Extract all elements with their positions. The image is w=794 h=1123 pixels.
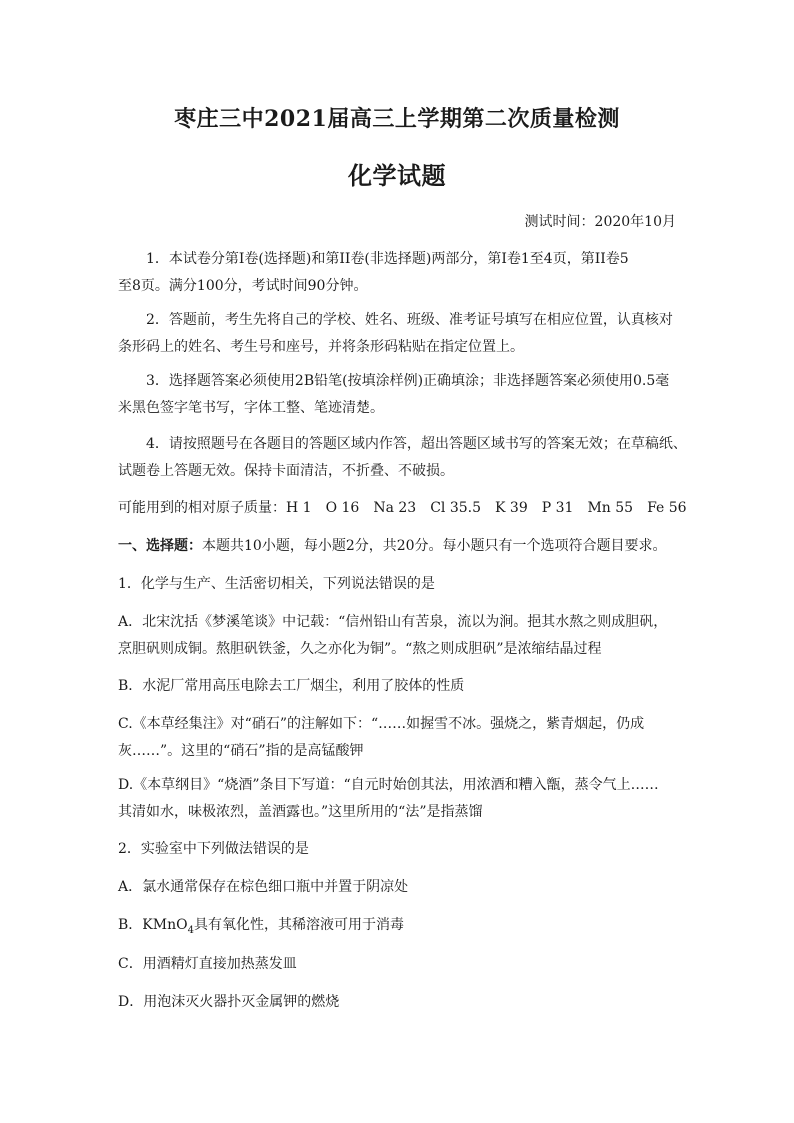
- q1-option-b: B．水泥厂常用高压电除去工厂烟尘，利用了胶体的性质: [118, 678, 465, 694]
- instruction-3-line1: 3．选择题答案必须使用2B铅笔(按填涂样例)正确填涂；非选择题答案必须使用0.5毫: [146, 373, 670, 389]
- q1-option-c-line1: C.《本草经集注》对“硝石”的注解如下：“……如握雪不冰。强烧之，紫青烟起，仍成: [118, 716, 645, 732]
- q1-option-c-line2: 灰……”。这里的“硝石”指的是高锰酸钾: [118, 743, 364, 759]
- q1-option-d-line1: D.《本草纲目》“烧酒”条目下写道：“自元时始创其法，用浓酒和糟入甑，蒸令气上……: [118, 777, 659, 793]
- q2-option-b-subscript: 4: [187, 924, 194, 936]
- instruction-2-line1: 2．答题前，考生先将自己的学校、姓名、班级、准考证号填写在相应位置，认真核对: [146, 312, 673, 328]
- instruction-3-line2: 米黑色签字笔书写，字体工整、笔迹清楚。: [118, 400, 384, 416]
- instruction-4: [118, 431, 687, 485]
- q1-option-c: [118, 711, 678, 765]
- instruction-1-line1: 1．本试卷分第I卷(选择题)和第II卷(非选择题)两部分，第I卷1至4页，第II卷5: [146, 251, 629, 267]
- atomic-mass-item: K 39: [495, 500, 528, 516]
- atomic-mass-item: Mn 55: [587, 500, 634, 516]
- instruction-4-line2: 试题卷上答题无效。保持卡面清洁，不折叠、不破损。: [118, 463, 454, 479]
- instruction-3: [118, 368, 678, 422]
- q2-option-b: [118, 912, 678, 939]
- q1-option-a-line1: A．北宋沈括《梦溪笔谈》中记载：“信州铅山有苦泉，流以为涧。挹其水熬之则成胆矾，: [118, 614, 668, 630]
- q1-stem: 1．化学与生产、生活密切相关，下列说法错误的是: [118, 576, 435, 592]
- q2-option-d: D．用泡沫灭火器扑灭金属钾的燃烧: [118, 994, 340, 1010]
- exam-title: 枣庄三中2021届高三上学期第二次质量检测: [174, 106, 620, 132]
- q2-stem: 2．实验室中下列做法错误的是: [118, 841, 309, 857]
- q2-option-b-prefix: B．KMnO: [118, 917, 188, 933]
- section-1-heading: [118, 533, 678, 560]
- instruction-4-line1: 4．请按照题号在各题目的答题区域内作答，超出答题区域书写的答案无效；在草稿纸、: [146, 436, 687, 452]
- q2-option-a: A．氯水通常保存在棕色细口瓶中并置于阴凉处: [118, 879, 409, 895]
- atomic-mass-item: Fe 56: [647, 500, 687, 516]
- section-1-heading-text: 本题共10小题，每小题2分，共20分。每小题只有一个选项符合题目要求。: [202, 538, 667, 554]
- q1-option-a: [118, 609, 678, 663]
- atomic-mass-line: [118, 495, 687, 522]
- q2-option-b-text: 具有氧化性，其稀溶液可用于消毒: [193, 917, 404, 933]
- instruction-1: [118, 246, 678, 300]
- q1-option-d: [118, 772, 678, 826]
- section-1-heading-label: 一、选择题：: [118, 538, 202, 554]
- atomic-mass-item: P 31: [541, 500, 574, 516]
- test-time: 测试时间：2020年10月: [524, 214, 676, 230]
- atomic-mass-item: O 16: [325, 500, 360, 516]
- instruction-1-line2: 至8页。满分100分，考试时间90分钟。: [118, 278, 368, 294]
- instruction-2: [118, 307, 678, 361]
- q1-option-a-line2: 烹胆矾则成铜。熬胆矾铁釜，久之亦化为铜”。“熬之则成胆矾”是浓缩结晶过程: [118, 641, 602, 657]
- instruction-2-line2: 条形码上的姓名、考生号和座号，并将条形码粘贴在指定位置上。: [118, 339, 524, 355]
- atomic-mass-label: 可能用到的相对原子质量：: [118, 500, 286, 516]
- atomic-mass-item: H 1: [286, 500, 312, 516]
- q1-option-d-line2: 其清如水，味极浓烈，盖酒露也。”这里所用的“法”是指蒸馏: [118, 804, 483, 820]
- atomic-mass-item: Cl 35.5: [430, 500, 482, 516]
- exam-subtitle: 化学试题: [348, 161, 446, 190]
- q2-option-c: C．用酒精灯直接加热蒸发皿: [118, 956, 297, 972]
- atomic-mass-item: Na 23: [373, 500, 417, 516]
